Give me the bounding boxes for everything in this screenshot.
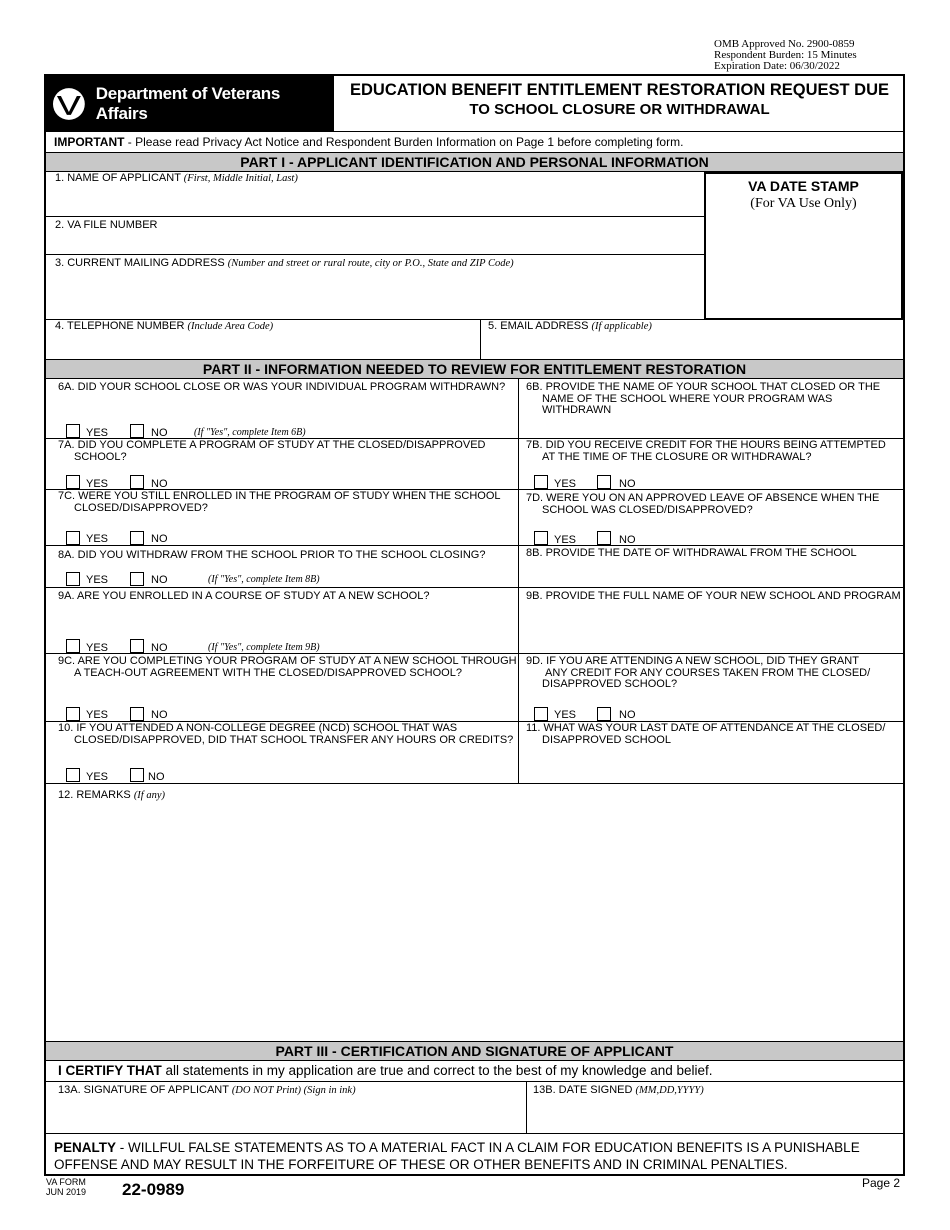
mailing-address-field[interactable]: 3. CURRENT MAILING ADDRESS (Number and street or rural route, city or P.O., State and ZIP Code) bbox=[55, 257, 514, 269]
q7c-no-label: NO bbox=[151, 533, 168, 545]
q10-yes-label: YES bbox=[86, 771, 109, 783]
q8a-yes-checkbox[interactable] bbox=[66, 572, 80, 586]
va-file-number-field[interactable]: 2. VA FILE NUMBER bbox=[55, 219, 158, 231]
divider bbox=[46, 1133, 903, 1134]
omb-info bbox=[714, 39, 914, 72]
q6a-label: 6A. DID YOUR SCHOOL CLOSE OR WAS YOUR INDIVIDUAL PROGRAM WITHDRAWN? bbox=[58, 381, 506, 393]
q6a-yes-checkbox[interactable] bbox=[66, 424, 80, 438]
divider bbox=[46, 587, 903, 588]
q11-label: 11. WHAT WAS YOUR LAST DATE OF ATTENDANCE AT THE CLOSED/ DISAPPROVED SCHOOL bbox=[526, 722, 886, 746]
q10-label: 10. IF YOU ATTENDED A NON-COLLEGE DEGREE (NCD) SCHOOL THAT WAS CLOSED/DISAPPROVED, DID THAT SCHOOL TRANSFER ANY HOURS OR CREDITS? bbox=[58, 722, 514, 746]
q9c-no-label: NO bbox=[151, 709, 168, 721]
q6a-no-label: NO bbox=[151, 427, 168, 439]
divider bbox=[46, 1081, 903, 1082]
va-logo-block bbox=[46, 76, 334, 131]
q7c-yes-label: YES bbox=[86, 533, 109, 545]
q7b-yes-label: YES bbox=[554, 478, 577, 490]
q9c-no-checkbox[interactable] bbox=[130, 707, 144, 721]
q9d-no-checkbox[interactable] bbox=[597, 707, 611, 721]
divider bbox=[46, 131, 903, 132]
form-title-line1: EDUCATION BENEFIT ENTITLEMENT RESTORATION REQUEST DUE bbox=[349, 81, 889, 99]
q7c-no-checkbox[interactable] bbox=[130, 531, 144, 545]
q9c-label: 9C. ARE YOU COMPLETING YOUR PROGRAM OF STUDY AT A NEW SCHOOL THROUGH A TEACH-OUT AGREEMENT WITH THE CLOSED/DISAPPROVED SCHOOL? bbox=[58, 655, 517, 679]
form-frame bbox=[44, 74, 905, 1176]
q9a-yes-label: YES bbox=[86, 642, 109, 654]
q10-no-checkbox[interactable] bbox=[130, 768, 144, 782]
q9a-no-checkbox[interactable] bbox=[130, 639, 144, 653]
q9d-no-label: NO bbox=[619, 709, 636, 721]
divider bbox=[46, 783, 903, 784]
remarks-field[interactable]: 12. REMARKS (If any) bbox=[58, 789, 166, 801]
q9a-note: (If "Yes", complete Item 9B) bbox=[208, 642, 320, 653]
q9b-label: 9B. PROVIDE THE FULL NAME OF YOUR NEW SCHOOL AND PROGRAM bbox=[526, 590, 901, 602]
q7d-label: 7D. WERE YOU ON AN APPROVED LEAVE OF ABSENCE WHEN THE SCHOOL WAS CLOSED/DISAPPROVED? bbox=[526, 492, 880, 516]
q9d-yes-label: YES bbox=[554, 709, 577, 721]
q6b-label: 6B. PROVIDE THE NAME OF YOUR SCHOOL THAT CLOSED OR THE NAME OF THE SCHOOL WHERE YOUR PROGRAM WAS WITHDRAWN bbox=[526, 381, 881, 416]
applicant-name-field[interactable]: 1. NAME OF APPLICANT (First, Middle Initial, Last) bbox=[55, 172, 298, 184]
q8a-label: 8A. DID YOU WITHDRAW FROM THE SCHOOL PRIOR TO THE SCHOOL CLOSING? bbox=[58, 549, 486, 561]
q7c-label: 7C. WERE YOU STILL ENROLLED IN THE PROGRAM OF STUDY WHEN THE SCHOOL CLOSED/DISAPPROVED? bbox=[58, 490, 501, 514]
q9a-no-label: NO bbox=[151, 642, 168, 654]
q7c-yes-checkbox[interactable] bbox=[66, 531, 80, 545]
important-notice: IMPORTANT - Please read Privacy Act Notice and Respondent Burden Information on Page 1 before completing form. bbox=[54, 135, 684, 149]
q7d-yes-label: YES bbox=[554, 534, 577, 546]
telephone-field[interactable]: 4. TELEPHONE NUMBER (Include Area Code) bbox=[55, 320, 274, 332]
footer-date: JUN 2019 bbox=[46, 1187, 87, 1197]
va-date-stamp bbox=[704, 172, 903, 320]
footer-form-info bbox=[46, 1177, 86, 1197]
part3-header: PART III - CERTIFICATION AND SIGNATURE OF APPLICANT bbox=[46, 1041, 903, 1061]
divider bbox=[526, 1081, 527, 1133]
q8a-no-checkbox[interactable] bbox=[130, 572, 144, 586]
footer-va-form: VA FORM bbox=[46, 1177, 86, 1187]
department-name: Department of Veterans Affairs bbox=[95, 83, 281, 123]
q8b-label: 8B. PROVIDE THE DATE OF WITHDRAWAL FROM THE SCHOOL bbox=[526, 547, 857, 559]
form-title-line2: TO SCHOOL CLOSURE OR WITHDRAWAL bbox=[469, 101, 770, 118]
q6a-no-checkbox[interactable] bbox=[130, 424, 144, 438]
q8a-no-label: NO bbox=[151, 574, 168, 586]
form-number: 22-0989 bbox=[122, 1180, 185, 1199]
q10-yes-checkbox[interactable] bbox=[66, 768, 80, 782]
q9a-label: 9A. ARE YOU ENROLLED IN A COURSE OF STUDY AT A NEW SCHOOL? bbox=[58, 590, 430, 602]
q7a-label: 7A. DID YOU COMPLETE A PROGRAM OF STUDY AT THE CLOSED/DISAPPROVED SCHOOL? bbox=[58, 439, 486, 463]
q7a-no-checkbox[interactable] bbox=[130, 475, 144, 489]
q7a-no-label: NO bbox=[151, 478, 168, 490]
divider bbox=[46, 653, 903, 654]
q7b-label: 7B. DID YOU RECEIVE CREDIT FOR THE HOURS BEING ATTEMPTED AT THE TIME OF THE CLOSURE OR WITHDRAWAL? bbox=[526, 439, 886, 463]
q9d-yes-checkbox[interactable] bbox=[534, 707, 548, 721]
q9c-yes-label: YES bbox=[86, 709, 109, 721]
page-number: Page 2 bbox=[862, 1176, 901, 1190]
q8a-yes-label: YES bbox=[86, 574, 109, 586]
q9c-yes-checkbox[interactable] bbox=[66, 707, 80, 721]
respondent-burden: Respondent Burden: 15 Minutes bbox=[714, 49, 857, 61]
stamp-title: VA DATE STAMP bbox=[748, 178, 859, 194]
q7d-no-checkbox[interactable] bbox=[597, 531, 611, 545]
q7b-yes-checkbox[interactable] bbox=[534, 475, 548, 489]
divider bbox=[46, 545, 903, 546]
q8a-note: (If "Yes", complete Item 8B) bbox=[208, 574, 320, 585]
q7a-yes-label: YES bbox=[86, 478, 109, 490]
column-divider bbox=[518, 379, 519, 783]
part2-header: PART II - INFORMATION NEEDED TO REVIEW FOR ENTITLEMENT RESTORATION bbox=[46, 359, 903, 379]
omb-number: OMB Approved No. 2900-0859 bbox=[714, 38, 855, 50]
certification-statement: I CERTIFY THAT all statements in my application are true and correct to the best of my knowledge and belief. bbox=[58, 1063, 713, 1078]
signature-field[interactable]: 13A. SIGNATURE OF APPLICANT (DO NOT Print) (Sign in ink) bbox=[58, 1084, 356, 1096]
q7b-no-label: NO bbox=[619, 478, 636, 490]
penalty-statement: PENALTY - WILLFUL FALSE STATEMENTS AS TO A MATERIAL FACT IN A CLAIM FOR EDUCATION BENEFITS IS A PUNISHABLE OFFENSE AND MAY RESULT IN THE FORFEITURE OF THESE OR OTHER BENEFITS AND IN CRIMINAL PENALTIES. bbox=[54, 1140, 860, 1172]
divider bbox=[46, 254, 704, 255]
q7d-yes-checkbox[interactable] bbox=[534, 531, 548, 545]
q7a-yes-checkbox[interactable] bbox=[66, 475, 80, 489]
date-signed-field[interactable]: 13B. DATE SIGNED (MM,DD,YYYY) bbox=[533, 1084, 704, 1096]
q10-no-label: NO bbox=[148, 771, 165, 783]
q7b-no-checkbox[interactable] bbox=[597, 475, 611, 489]
q6a-yes-label: YES bbox=[86, 427, 109, 439]
form-title bbox=[336, 81, 903, 118]
stamp-subtitle: (For VA Use Only) bbox=[750, 196, 857, 211]
va-seal-icon bbox=[52, 87, 86, 121]
q9d-label: 9D. IF YOU ARE ATTENDING A NEW SCHOOL, DID THEY GRANT ANY CREDIT FOR ANY COURSES TAKEN FROM THE CLOSED/ DISAPPROVED SCHOOL? bbox=[526, 655, 871, 690]
part1-header: PART I - APPLICANT IDENTIFICATION AND PERSONAL INFORMATION bbox=[46, 152, 903, 172]
expiration-date: Expiration Date: 06/30/2022 bbox=[714, 60, 840, 72]
email-field[interactable]: 5. EMAIL ADDRESS (If applicable) bbox=[488, 320, 652, 332]
divider bbox=[480, 319, 481, 359]
divider bbox=[46, 216, 704, 217]
q7d-no-label: NO bbox=[619, 534, 636, 546]
q6a-note: (If "Yes", complete Item 6B) bbox=[194, 427, 306, 438]
q9a-yes-checkbox[interactable] bbox=[66, 639, 80, 653]
